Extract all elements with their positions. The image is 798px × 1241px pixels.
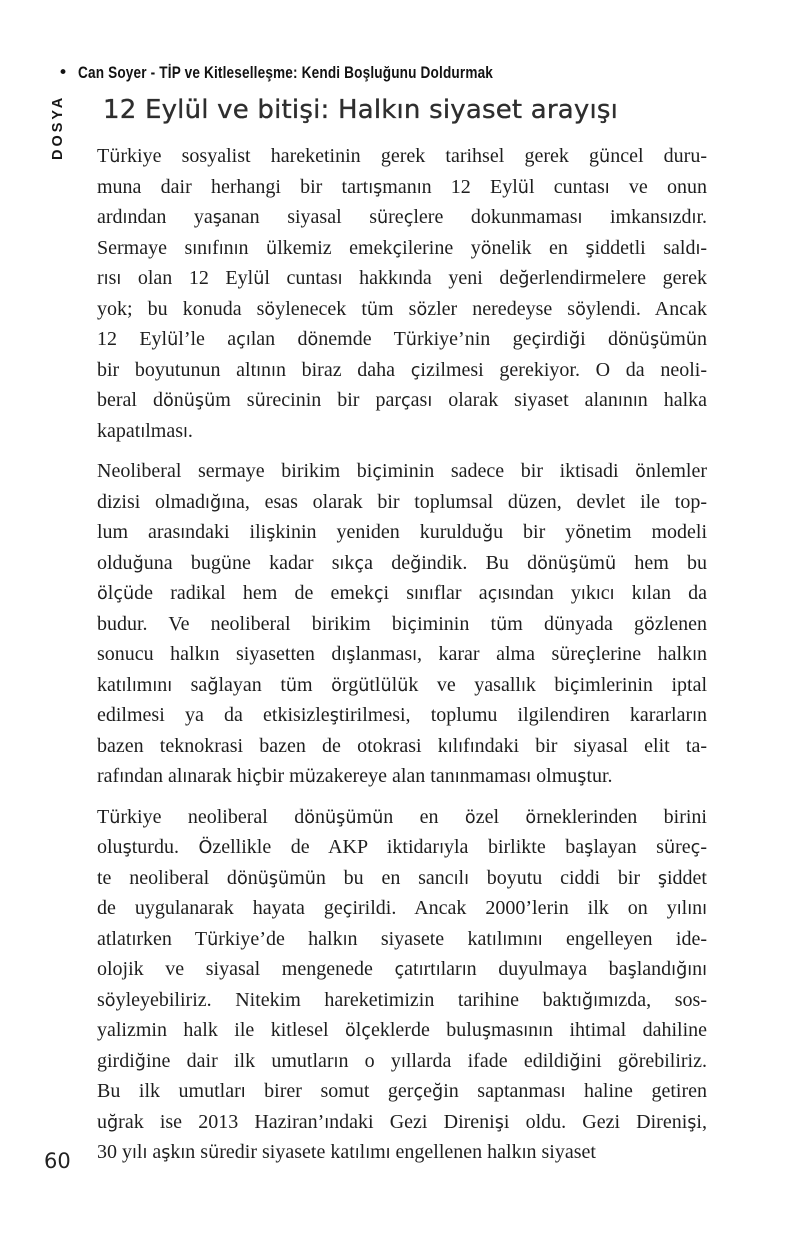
text-line: ölçüde radikal hem de emekçi sınıflar açısından yıkıcı kılan da [97, 582, 708, 604]
text-line: rafından alınarak hiçbir müzakereye alan tanınmaması olmuştur. [97, 765, 613, 787]
article-body [97, 142, 707, 1179]
text-line: ardından yaşanan siyasal süreçlere dokunmaması imkansızdır. [97, 206, 707, 228]
text-line: Sermaye sınıfının ülkemiz emekçilerine yönelik en şiddetli saldı- [97, 236, 708, 259]
running-header-text [78, 63, 493, 83]
text-line: 12 Eylül’le açılan dönemde Türkiye’nin geçirdiği dönüşümün [97, 328, 707, 350]
text-line: Türkiye neoliberal dönüşümün en özel örneklerinden birini [97, 805, 707, 828]
text-line: muna dair herhangi bir tartışmanın 12 Eylül cuntası ve onun [97, 175, 707, 198]
text-line: lum arasındaki ilişkinin yeniden kurulduğu bir yönetim modeli [97, 521, 708, 543]
paragraph [97, 142, 707, 447]
text-line: yalizmin halk ile kitlesel ölçeklerde buluşmasının ihtimal dahiline [97, 1019, 707, 1041]
page-number: 60 [44, 1149, 71, 1173]
text-line: kapatılması. [97, 419, 193, 442]
text-line: bazen teknokrasi bazen de otokrasi kılıfındaki bir siyasal elit ta- [97, 734, 707, 757]
text-line: Türkiye sosyalist hareketinin gerek tarihsel gerek güncel duru- [97, 145, 707, 167]
chapter-heading: 12 Eylül ve bitişi: Halkın siyaset arayışı [103, 95, 619, 125]
text-line: beral dönüşüm sürecinin bir parçası olarak siyaset alanının halka [97, 389, 708, 411]
text-line: katılımını sağlayan tüm örgütlülük ve yasallık biçimlerinin iptal [97, 673, 707, 696]
text-line: bir boyutunun altının biraz daha çizilmesi gerekiyor. O da neoli- [97, 358, 707, 381]
bullet-icon: • [58, 62, 69, 83]
text-line: uğrak ise 2013 Haziran’ındaki Gezi Direnişi oldu. Gezi Direnişi, [97, 1110, 707, 1133]
text-line: dizisi olmadığına, esas olarak bir toplumsal düzen, devlet ile top- [97, 490, 707, 513]
text-line: rısı olan 12 Eylül cuntası hakkında yeni değerlendirmelere gerek [97, 267, 707, 289]
section-label: DOSYA [50, 94, 66, 160]
text-line: Bu ilk umutları birer somut gerçeğin saptanması haline getiren [97, 1080, 707, 1102]
text-line: edilmesi ya da etkisizleştirilmesi, toplumu ilgilendiren kararların [97, 704, 707, 726]
paragraph [97, 457, 707, 793]
text-line: söyleyebiliriz. Nitekim hareketimizin tarihine baktığımızda, sos- [97, 988, 707, 1011]
paragraph [97, 803, 707, 1169]
text-line: olojik ve siyasal mengenede çatırtıların duyulmaya başlandığını [97, 958, 708, 980]
text-line: Neoliberal sermaye birikim biçiminin sadece bir iktisadi önlemler [97, 460, 707, 482]
text-line: olduğuna bugüne kadar sıkça değindik. Bu dönüşümü hem bu [97, 551, 707, 574]
text-line: oluşturdu. Özellikle de AKP iktidarıyla birlikte başlayan süreç- [97, 836, 708, 858]
text-line: 30 yılı aşkın süredir siyasete katılımı engellenen halkın siyaset [97, 1141, 596, 1163]
text-line: de uygulanarak hayata geçirildi. Ancak 2000’lerin ilk on yılını [97, 897, 707, 919]
text-line: budur. Ve neoliberal birikim biçiminin tüm dünyada gözlenen [97, 612, 707, 635]
text-line: atlatırken Türkiye’de halkın siyasete katılımını engelleyen ide- [97, 927, 707, 950]
text-line: sonucu halkın siyasetten dışlanması, karar alma süreçlerine halkın [97, 643, 707, 665]
text-line: yok; bu konuda söylenecek tüm sözler neredeyse söylendi. Ancak [97, 297, 707, 320]
text-line: girdiğine dair ilk umutların o yıllarda ifade edildiğini görebiliriz. [97, 1049, 707, 1072]
author-name: Can Soyer - [78, 63, 160, 82]
text-line: te neoliberal dönüşümün bu en sancılı boyutu ciddi bir şiddet [97, 866, 707, 889]
article-title: TİP ve Kitleselleşme: Kendi Boşluğunu Doldurmak [159, 63, 494, 82]
running-header [58, 63, 597, 83]
